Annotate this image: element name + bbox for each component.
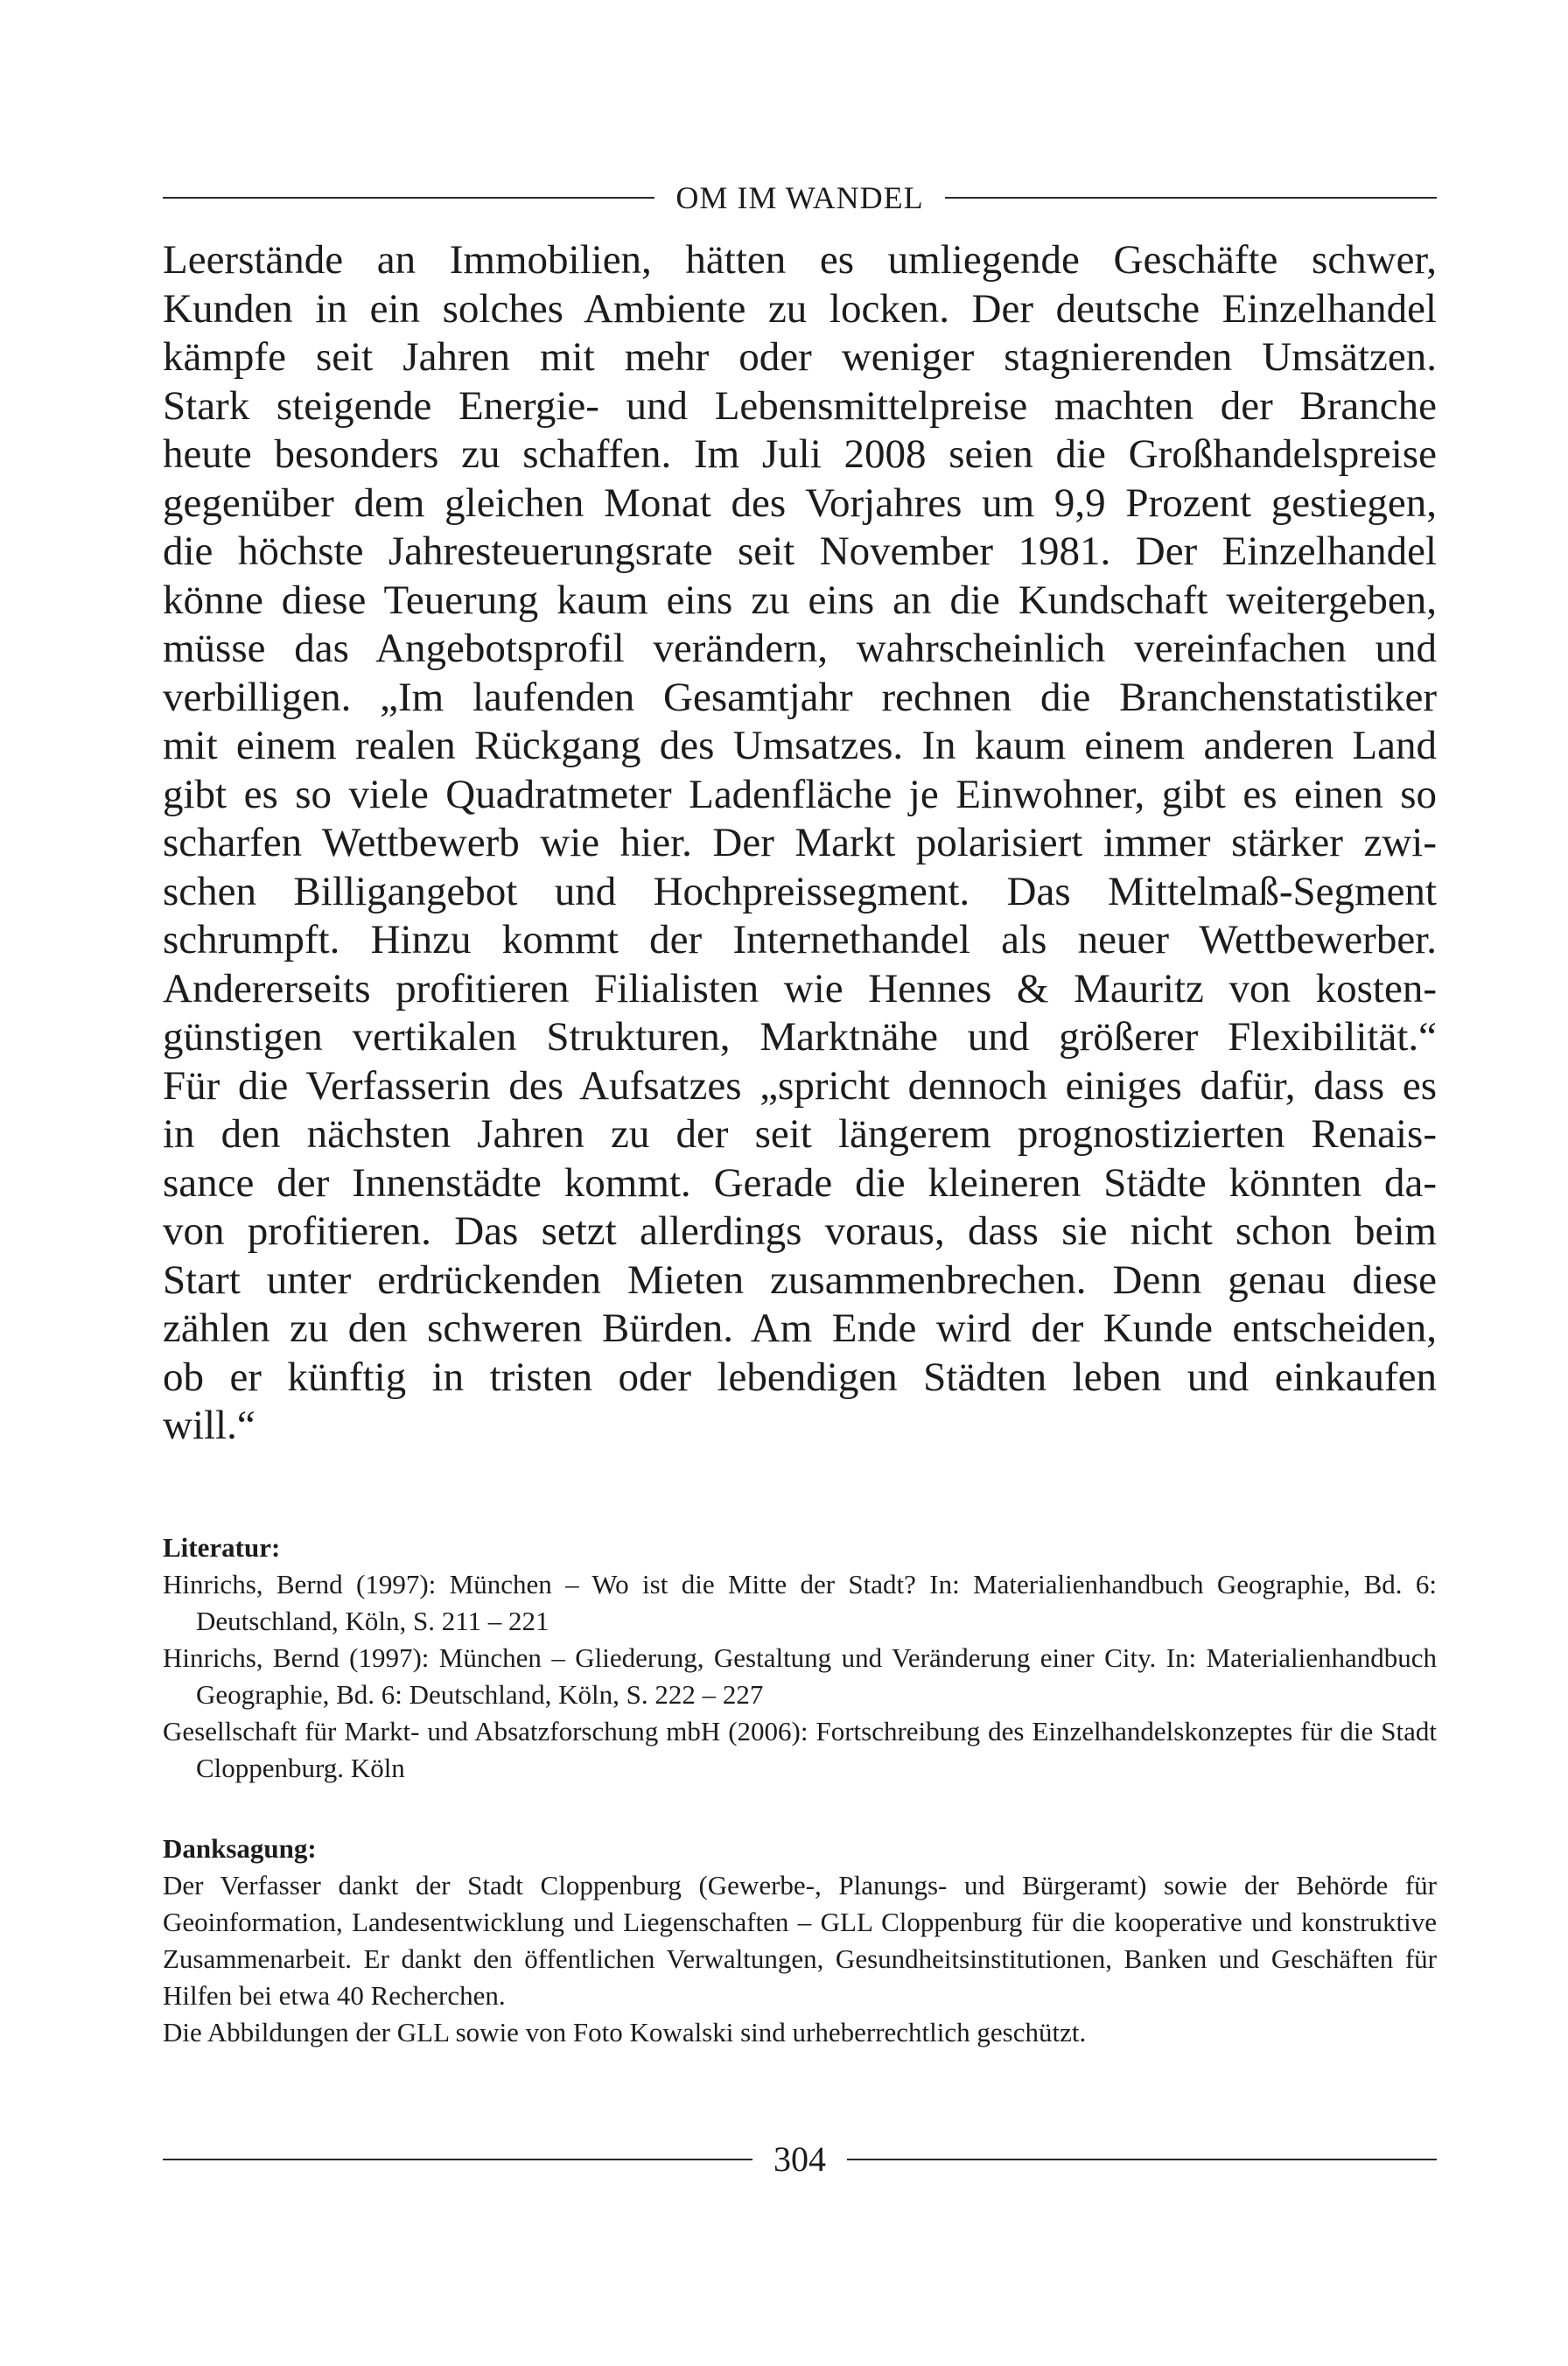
reference-entry: Hinrichs, Bernd (1997): München – Wo ist die Mitte der Stadt? In: Materialienhandbuch Geographie, Bd. 6: Deutschland, Köln, S. 211 – 221 [163,1569,1437,1636]
body-line: Start unter erdrückenden Mieten zusammenbrechen. Denn genau diese [163,1256,1437,1303]
footer-rule-left [163,2159,752,2160]
body-line: verbilligen. „Im laufenden Gesamtjahr rechnen die Branchenstatistiker [163,674,1437,720]
acknowledgement-heading: Danksagung: [163,1833,317,1864]
body-line: sance der Innenstädte kommt. Gerade die kleineren Städte könnten da- [163,1159,1437,1206]
body-line: gibt es so viele Quadratmeter Ladenfläche je Einwohner, gibt es einen so [163,771,1437,817]
body-line: in den nächsten Jahren zu der seit längerem prognostizierten Renais- [163,1111,1437,1157]
body-line: Kunden in ein solches Ambiente zu locken. Der deutsche Einzelhandel [163,285,1437,332]
reference-entry: Gesellschaft für Markt- und Absatzforschung mbH (2006): Fortschreibung des Einzelhandelskonzeptes für die Stadt Cloppenburg. Köln [163,1716,1437,1783]
footer-rule-right [847,2159,1437,2160]
body-paragraph [163,236,1437,1451]
body-line: Für die Verfasserin des Aufsatzes „spricht dennoch einiges dafür, dass es [163,1062,1437,1109]
body-line: schen Billigangebot und Hochpreissegment. Das Mittelmaß-Segment [163,868,1437,914]
body-line: Leerstände an Immobilien, hätten es umliegende Geschäfte schwer, [163,237,1437,283]
body-line: gegenüber dem gleichen Monat des Vorjahres um 9,9 Prozent gestiegen, [163,480,1437,526]
acknowledgement-text: Die Abbildungen der GLL sowie von Foto Kowalski sind urheberrechtlich geschützt. [163,2017,1087,2048]
running-header [163,173,1437,222]
body-line: könne diese Teuerung kaum eins zu eins an die Kundschaft weitergeben, [163,577,1437,623]
running-head-title: OM IM WANDEL [676,180,924,215]
header-rule-right [945,197,1437,199]
reference-entry: Hinrichs, Bernd (1997): München – Gliederung, Gestaltung und Veränderung einer City. In: Materialienhandbuch Geographie, Bd. 6: Deutschland, Köln, S. 222 – 227 [163,1642,1437,1710]
body-line: scharfen Wettbewerb wie hier. Der Markt polarisiert immer stärker zwi- [163,820,1437,865]
body-line: günstigen vertikalen Strukturen, Marktnähe und größerer Flexibilität.“ [163,1014,1437,1060]
page-number: 304 [774,2139,826,2179]
literature-section [163,1530,1437,1787]
body-line: mit einem realen Rückgang des Umsatzes. In kaum einem anderen Land [163,723,1437,768]
body-line: müsse das Angebotsprofil verändern, wahrscheinlich vereinfachen und [163,626,1437,671]
body-line: will.“ [163,1403,256,1448]
body-line: kämpfe seit Jahren mit mehr oder weniger stagnierenden Umsätzen. [163,334,1437,380]
body-line: heute besonders zu schaffen. Im Juli 2008 seien die Großhandelspreise [163,431,1437,477]
body-line: die höchste Jahresteuerungsrate seit November 1981. Der Einzelhandel [163,528,1437,574]
literature-heading: Literatur: [163,1532,281,1563]
body-line: von profitieren. Das setzt allerdings voraus, dass sie nicht schon beim [163,1208,1437,1254]
body-line: schrumpft. Hinzu kommt der Internethandel als neuer Wettbewerber. [163,917,1437,962]
page-footer [163,2135,1437,2184]
body-line: Andererseits profitieren Filialisten wie Hennes & Mauritz von kosten- [163,965,1437,1012]
acknowledgement-section [163,1830,1437,2051]
body-line: zählen zu den schweren Bürden. Am Ende wird der Kunde entscheiden, [163,1306,1437,1351]
header-rule-left [163,197,654,199]
acknowledgement-text: Der Verfasser dankt der Stadt Cloppenburg (Gewerbe-, Planungs- und Bürgeramt) sowie der Behörde für Geoinformation, Landesentwicklung und Liegenschaften – GLL Cloppenburg für die kooperative und konstruktive Zusammenarbeit. Er dankt den öffentlichen Verwaltungen, Gesundheitsinstitutionen, Banken und Geschäften für Hilfen bei etwa 40 Recherchen. [163,1870,1437,2011]
body-line: ob er künftig in tristen oder lebendigen Städten leben und einkaufen [163,1354,1437,1400]
body-line: Stark steigende Energie- und Lebensmittelpreise machten der Branche [163,382,1437,429]
